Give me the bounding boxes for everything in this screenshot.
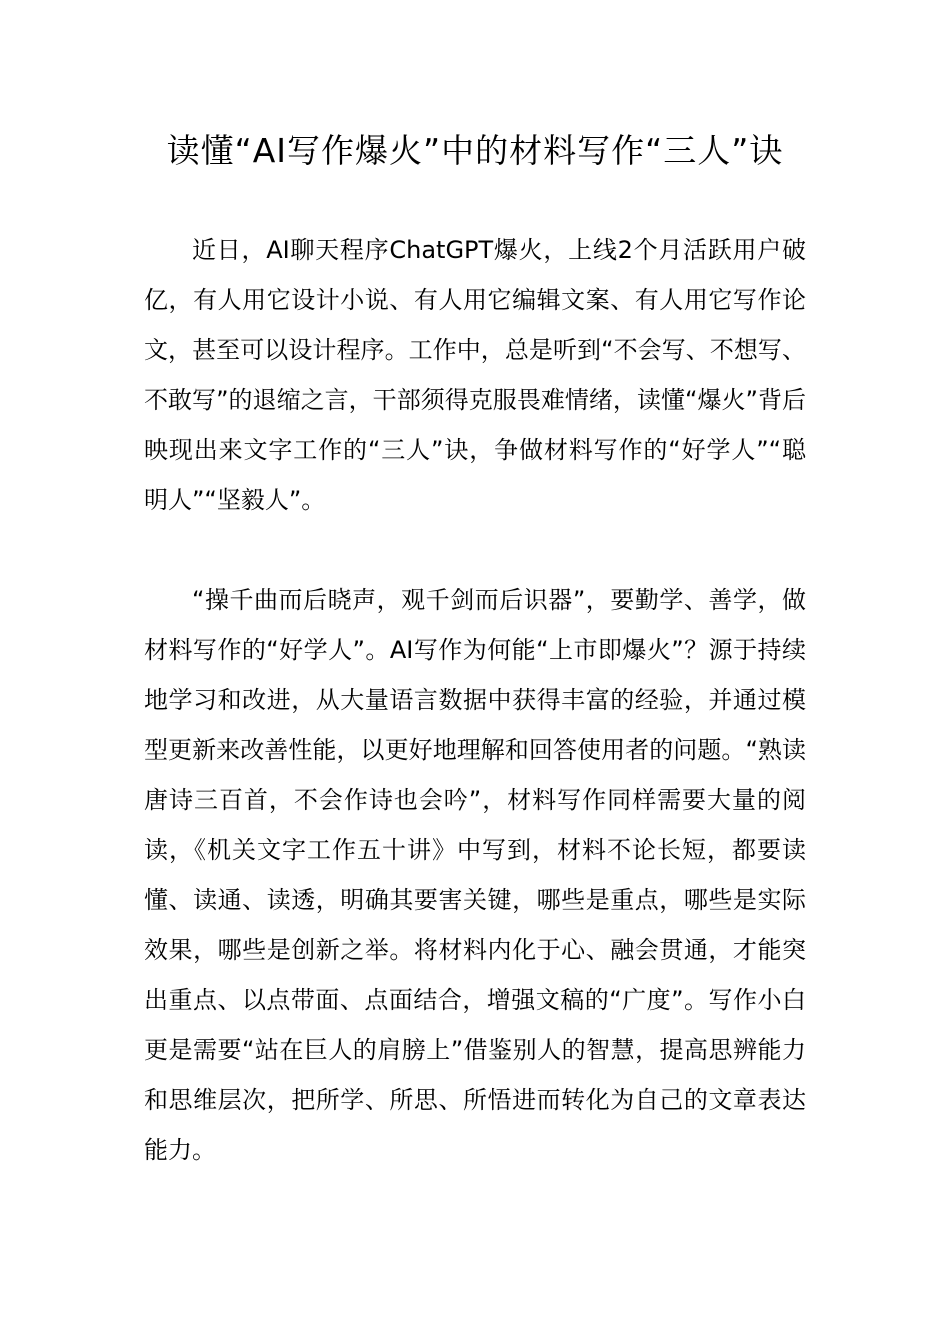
paragraph-good-learner: “操千曲而后晓声，观千剑而后识器”，要勤学、善学，做材料写作的“好学人”。AI写作为何能“上市即爆火”？源于持续地学习和改进，从大量语言数据中获得丰富的经验，并通过模型更新来改善性能，以更好地理解和回答使用者的问题。“熟读唐诗三百首，不会作诗也会吟”，材料写作同样需要大量的阅读，《机关文字工作五十讲》中写到，材料不论长短，都要读懂、读通、读透，明确其要害关键，哪些是重点，哪些是实际效果，哪些是创新之举。将材料内化于心、融会贯通，才能突出重点、以点带面、点面结合，增强文稿的“广度”。写作小白更是需要“站在巨人的肩膀上”借鉴别人的智慧，提高思辨能力和思维层次，把所学、所思、所悟进而转化为自己的文章表达能力。 — [144, 586, 806, 1164]
document-title: 读懂“AI写作爆火”中的材料写作“三人”诀 — [166, 131, 784, 170]
paragraph-intro: 近日，AI聊天程序ChatGPT爆火，上线2个月活跃用户破亿，有人用它设计小说、有人用它编辑文案、有人用它写作论文，甚至可以设计程序。工作中，总是听到“不会写、不想写、不敢写”的退缩之言，干部须得克服畏难情绪，读懂“爆火”背后映现出来文字工作的“三人”诀，争做材料写作的“好学人”“聪明人”“坚毅人”。 — [144, 236, 806, 514]
